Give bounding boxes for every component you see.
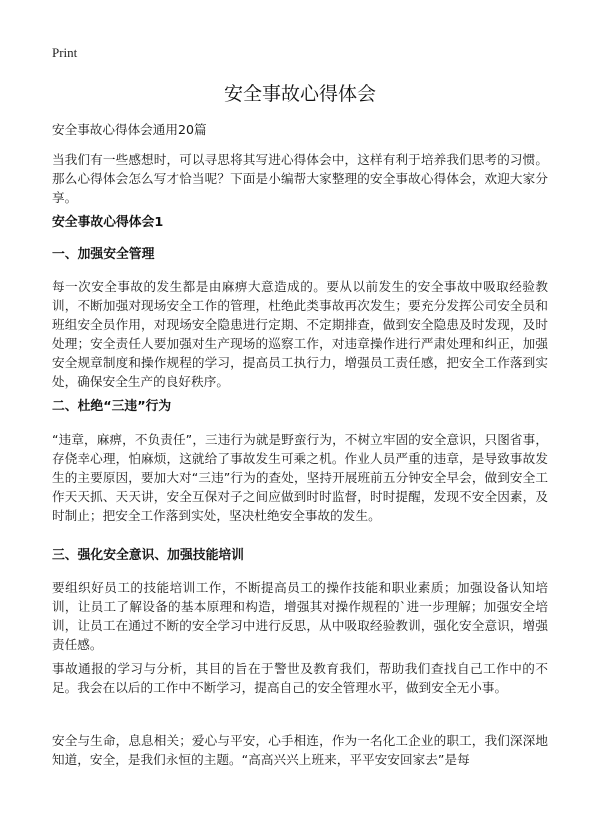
intro-paragraph: 当我们有一些感想时，可以寻思将其写进心得体会中，这样有利于培养我们思考的习惯。那么心得体会怎么写才恰当呢？下面是小编帮大家整理的安全事故心得体会，欢迎大家分享。 xyxy=(52,152,548,205)
print-link[interactable]: Print xyxy=(52,45,78,60)
page-title: 安全事故心得体会 xyxy=(223,83,376,105)
paragraph-training: 要组织好员工的技能培训工作，不断提高员工的操作技能和职业素质；加强设备认知培训，让员工了解设备的基本原理和构造，增强其对操作规程的`进一步理解；加强安全培训，让员工在通过不断的安全学习中进行反思，从中吸取经验教训，强化安全意识，增强责任感。 xyxy=(52,580,548,652)
subheading-safety-training: 三、强化安全意识、加强技能培训 xyxy=(52,548,244,563)
paragraph-management: 每一次安全事故的发生都是由麻痹大意造成的。要从以前发生的安全事故中吸取经验教训，不断加强对现场安全工作的管理，杜绝此类事故再次发生；要充分发挥公司安全员和班组安全员作用，对现场安全隐患进行定期、不定期排查，做到安全隐患及时发现，及时处理；安全责任人要加强对生产现场的巡察工作，对违章操作进行严肃处理和纠正，加强安全规章制度和操作规程的学习，提高员工执行力，增强员工责任感，把安全工作落到实处，确保安全生产的良好秩序。 xyxy=(52,279,548,389)
subheading-strengthen-management: 一、加强安全管理 xyxy=(52,247,155,262)
subheading-three-violations: 二、杜绝“三违”行为 xyxy=(52,399,172,414)
document-subtitle: 安全事故心得体会通用20篇 xyxy=(52,122,207,137)
section-heading: 安全事故心得体会1 xyxy=(52,215,164,230)
paragraph-safety-life: 安全与生命，息息相关；爱心与平安，心手相连，作为一名化工企业的职工，我们深深地知道，安全，是我们永恒的主题。“高高兴兴上班来，平平安安回家去”是每 xyxy=(52,733,548,767)
paragraph-three-violations: “违章，麻痹，不负责任”，三违行为就是野蛮行为，不树立牢固的安全意识，只图省事，存侥幸心理，怕麻烦，这就给了事故发生可乘之机。作业人员严重的违章，是导致事故发生的主要原因，要加大对“三违”行为的查处，坚持开展班前五分钟安全早会，做到安全工作天天抓、天天讲，安全互保对子之间应做到时时监督，时时提醒，发现不安全因素，及时制止；把安全工作落到实处，坚决杜绝安全事故的发生。 xyxy=(52,432,548,523)
paragraph-accident-report: 事故通报的学习与分析，其目的旨在于警世及教育我们，帮助我们查找自己工作中的不足。我会在以后的工作中不断学习，提高自己的安全管理水平，做到安全无小事。 xyxy=(52,661,548,695)
